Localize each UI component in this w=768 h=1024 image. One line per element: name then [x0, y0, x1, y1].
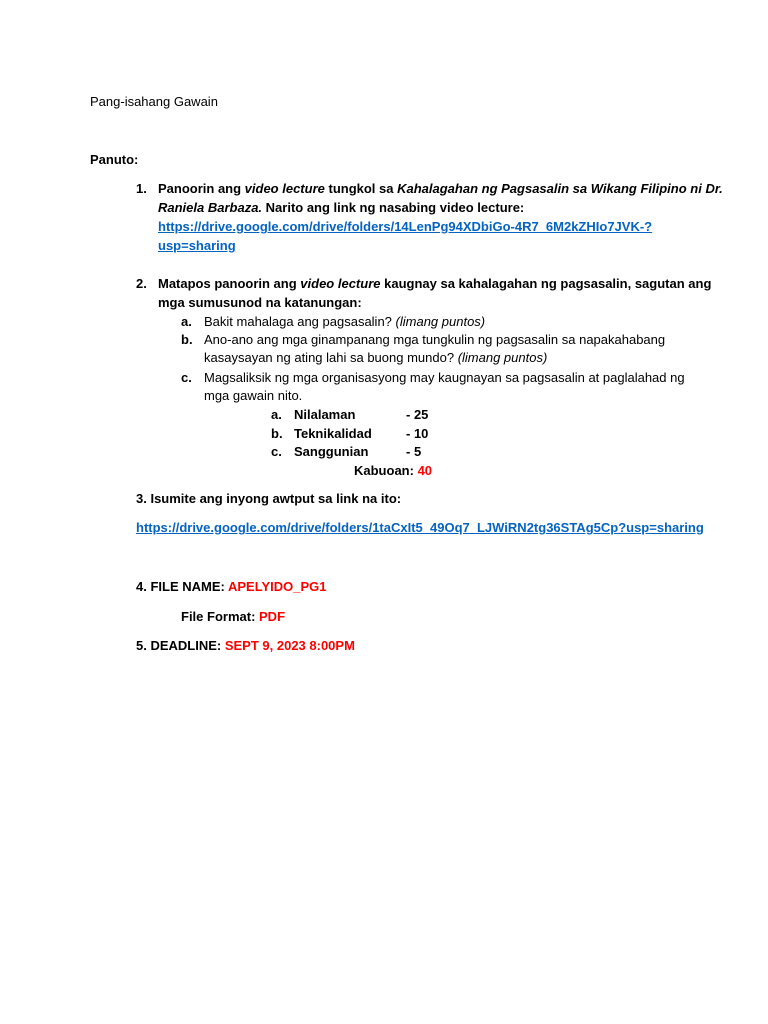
sub-b-line2	[204, 348, 547, 367]
item5-deadline	[136, 636, 355, 655]
deadline-label: 5. DEADLINE:	[136, 638, 225, 653]
total-value: 40	[417, 463, 433, 478]
sub-b-letter: b.	[181, 332, 193, 347]
deadline-value: SEPT 9, 2023 8:00PM	[224, 638, 355, 653]
rubric-criterion: Teknikalidad	[294, 426, 372, 441]
rubric-score: - 25	[406, 407, 429, 422]
sub-c-letter: c.	[181, 370, 192, 385]
rubric-criterion: Nilalaman	[294, 407, 356, 422]
rubric-total	[354, 461, 432, 480]
item4-file-name	[136, 577, 326, 596]
item2-text-c: kaugnay sa kahalagahan ng pagsasalin, sagutan ang	[380, 276, 712, 291]
sub-c-line2: mga gawain nito.	[204, 388, 303, 403]
rubric-criterion: Sanggunian	[294, 444, 369, 459]
item3-text: 3. Isumite ang inyong awtput sa link na ito:	[136, 491, 402, 506]
sub-b-text: kasaysayan ng ating lahi sa buong mundo?	[204, 350, 458, 365]
rubric-letter: b.	[271, 426, 283, 441]
submission-link[interactable]: https://drive.google.com/drive/folders/1taCxIt5_49Oq7_LJWiRN2tg36STAg5Cp?usp=sharing	[136, 520, 704, 535]
sub-a-text: Bakit mahalaga ang pagsasalin?	[204, 314, 396, 329]
item2-text-b: video lecture	[300, 276, 381, 291]
rubric-letter: a.	[271, 407, 282, 422]
rubric-score: - 10	[406, 426, 429, 441]
item3-link-row[interactable]	[136, 518, 704, 537]
sub-c-line1: Magsaliksik ng mga organisasyong may kaugnayan sa pagsasalin at paglalahad ng	[204, 370, 685, 385]
sub-b-line1: Ano-ano ang mga ginampanang mga tungkulin ng pagsasalin sa napakahabang	[204, 332, 666, 347]
total-label: Kabuoan:	[354, 463, 418, 478]
item1-text-e: Raniela Barbaza.	[158, 200, 263, 215]
sub-a-letter: a.	[181, 314, 192, 329]
file-format-value: PDF	[259, 609, 286, 624]
item1-text-a: Panoorin ang	[158, 181, 245, 196]
item1-link-line1[interactable]	[158, 217, 652, 236]
rubric-score: - 5	[406, 444, 422, 459]
file-name-value: APELYIDO_PG1	[227, 579, 327, 594]
item2-text-a: Matapos panoorin ang	[158, 276, 301, 291]
item2-line2: mga sumusunod na katanungan:	[158, 295, 362, 310]
instructions-label: Panuto:	[90, 152, 139, 167]
rubric-letter: c.	[271, 444, 282, 459]
sub-a-question	[204, 312, 485, 331]
item2-number: 2.	[136, 276, 147, 291]
sub-a-points: (limang puntos)	[395, 314, 486, 329]
item1-line1	[158, 179, 723, 198]
file-name-label: 4. FILE NAME:	[136, 579, 228, 594]
video-lecture-link-cont[interactable]: usp=sharing	[158, 238, 236, 253]
item1-text-c: tungkol sa	[324, 181, 398, 196]
item1-text-f: Narito ang link ng nasabing video lecture:	[262, 200, 525, 215]
item2-line1	[158, 274, 711, 293]
document-title: Pang-isahang Gawain	[90, 94, 218, 109]
item1-number: 1.	[136, 181, 147, 196]
item1-link-line2[interactable]	[158, 236, 236, 255]
sub-b-points: (limang puntos)	[457, 350, 548, 365]
item1-line2	[158, 198, 524, 217]
video-lecture-link[interactable]: https://drive.google.com/drive/folders/14LenPg94XDbiGo-4R7_6M2kZHIo7JVK-?	[158, 219, 653, 234]
item1-text-d: Kahalagahan ng Pagsasalin sa Wikang Filipino ni Dr.	[397, 181, 723, 196]
file-format-label: File Format:	[181, 609, 260, 624]
item4-file-format	[181, 607, 285, 626]
item1-text-b: video lecture	[244, 181, 325, 196]
